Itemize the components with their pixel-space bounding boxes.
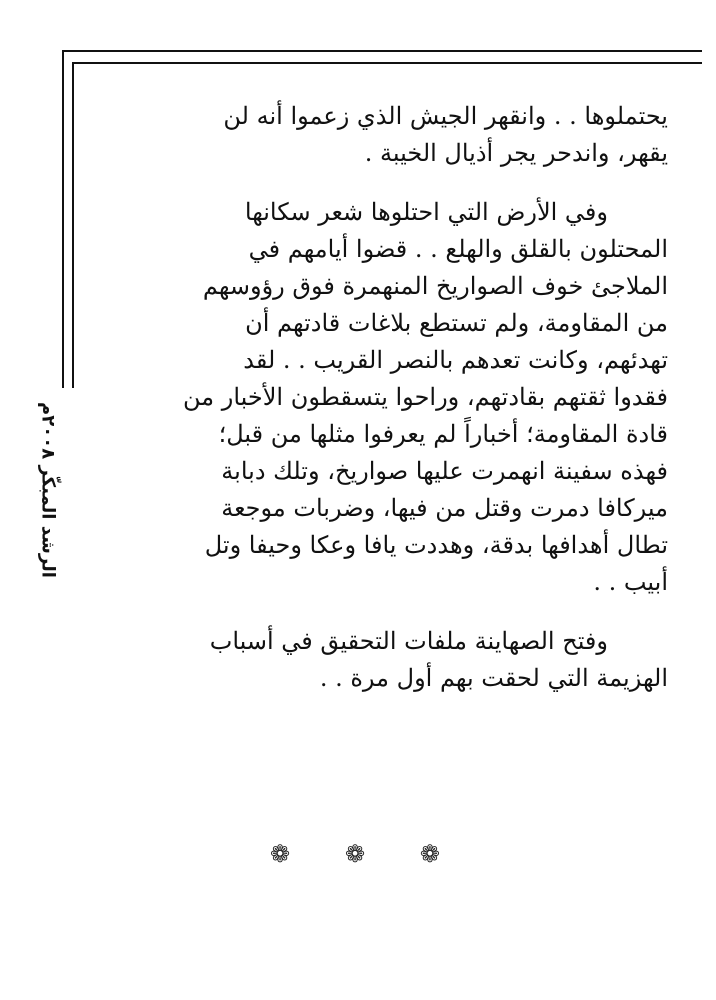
text-line: المحتلون بالقلق والهلع . . قضوا أيامهم في bbox=[248, 235, 668, 263]
text-line: قادة المقاومة؛ أخباراً لم يعرفوا مثلها من قبل؛ bbox=[218, 420, 668, 448]
section-divider-ornaments bbox=[270, 842, 440, 866]
ornament-icon: ❁ bbox=[270, 840, 291, 868]
text-line: يحتملوها . . وانقهر الجيش الذي زعموا أنه لن bbox=[223, 102, 668, 130]
text-line: فقدوا ثقتهم بقادتهم، وراحوا يتسقطون الأخبار من bbox=[182, 383, 668, 411]
text-line: وفتح الصهاينة ملفات التحقيق في أسباب bbox=[209, 627, 608, 655]
page-body bbox=[108, 98, 668, 719]
text-line: أبيب . . bbox=[593, 568, 668, 596]
paragraph-3 bbox=[108, 623, 668, 697]
frame-top-inner-line bbox=[72, 62, 702, 64]
ornament-icon: ❁ bbox=[344, 840, 366, 868]
frame-top-outer-line bbox=[62, 50, 702, 52]
text-line: الملاجئ خوف الصواريخ المنهمرة فوق رؤوسهم bbox=[202, 272, 668, 300]
text-line: من المقاومة، ولم تستطع بلاغات قادتهم أن bbox=[245, 309, 668, 337]
paragraph-2 bbox=[108, 194, 668, 601]
text-line: تهدئهم، وكانت تعدهم بالنصر القريب . . لقد bbox=[243, 346, 668, 374]
text-line: تطال أهدافها بدقة، وهددت يافا وعكا وحيفا وتل bbox=[204, 531, 668, 559]
ornament-icon: ❁ bbox=[419, 840, 440, 868]
text-line: يقهر، واندحر يجر أذيال الخيبة . bbox=[364, 139, 668, 167]
frame-left-inner-line bbox=[72, 62, 74, 388]
text-line: الهزيمة التي لحقت بهم أول مرة . . bbox=[319, 664, 668, 692]
side-caption: الرشد المبكّر ٢٠٠٨م bbox=[37, 402, 59, 578]
text-line: ميركافا دمرت وقتل من فيها، وضربات موجعة bbox=[221, 494, 668, 522]
paragraph-1 bbox=[108, 98, 668, 172]
frame-left-outer-line bbox=[62, 50, 64, 388]
text-line: وفي الأرض التي احتلوها شعر سكانها bbox=[244, 198, 608, 226]
text-line: فهذه سفينة انهمرت عليها صواريخ، وتلك دبابة bbox=[221, 457, 668, 485]
